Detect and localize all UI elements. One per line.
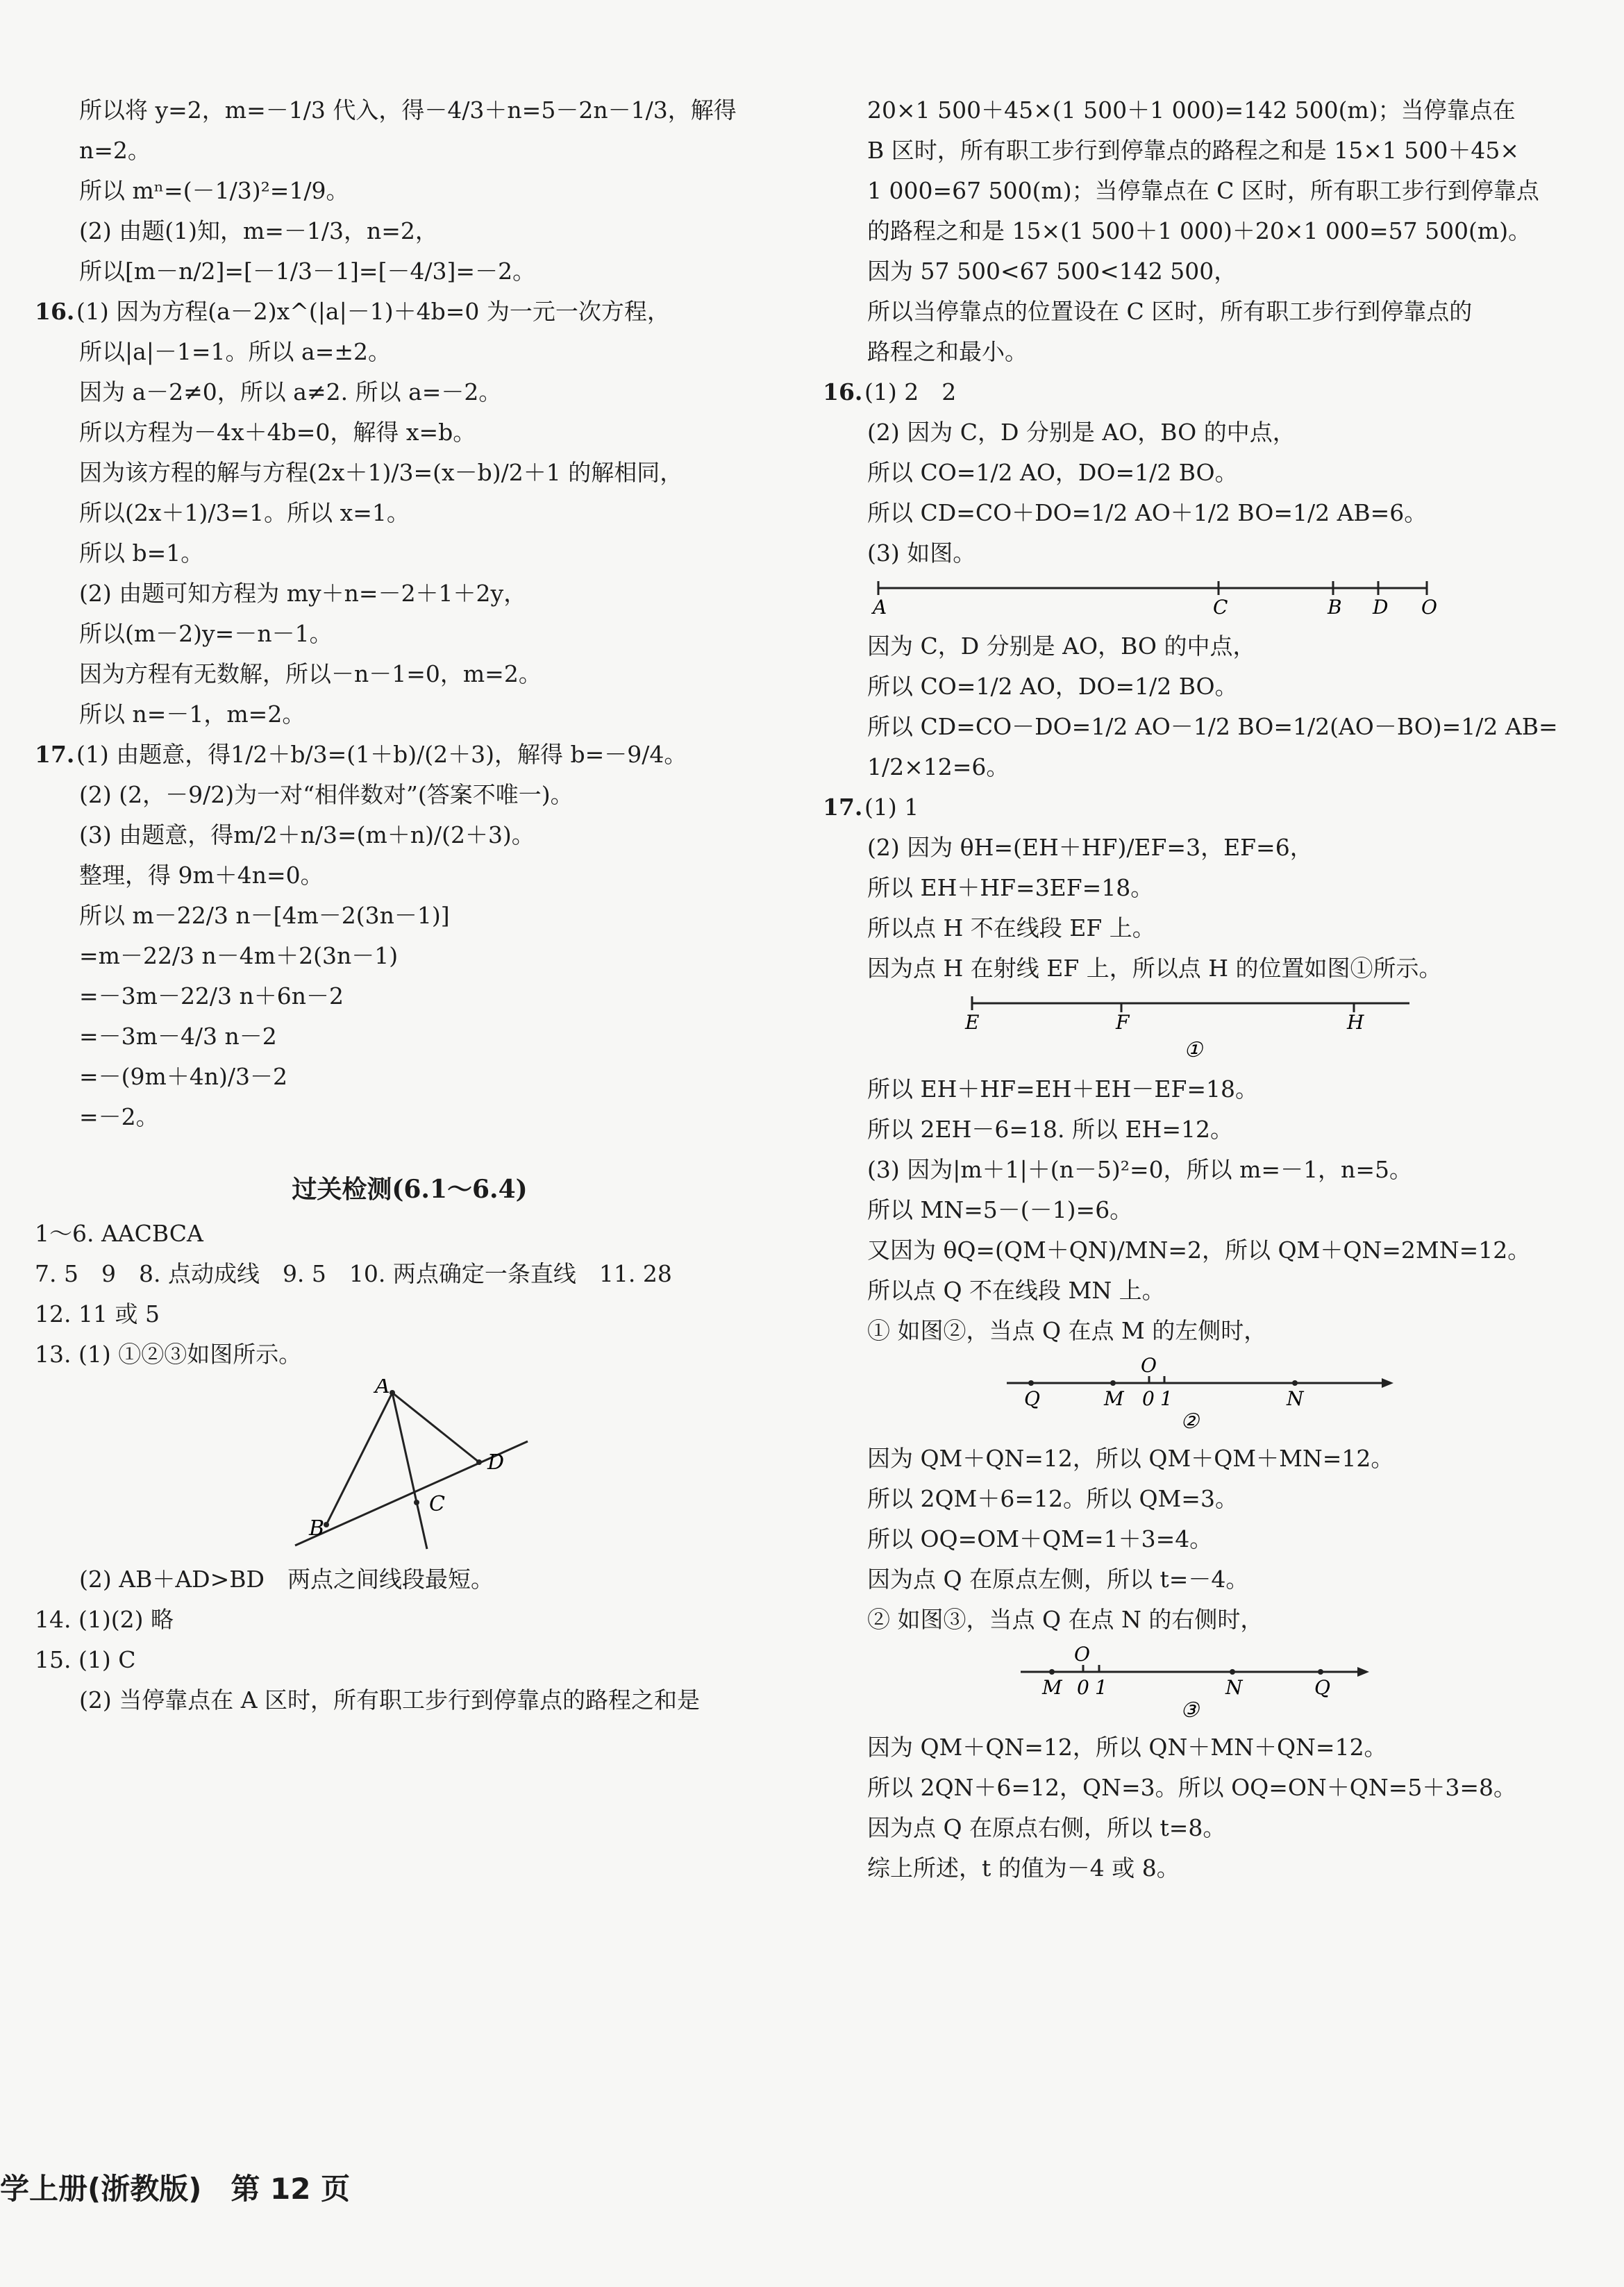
- text-line: (3) 如图。: [867, 539, 976, 567]
- figure-caption: ①: [1184, 1038, 1203, 1062]
- point-d-label: D: [487, 1450, 505, 1475]
- question-number: 16.: [823, 378, 863, 405]
- point-n-label: N: [1287, 1387, 1304, 1410]
- text-line: 所以|a|－1=1。所以 a=±2。: [79, 338, 392, 365]
- figure-caption: ②: [1180, 1409, 1199, 1432]
- text-line: 所以 m－22/3 n－[4m－2(3n－1)]: [79, 902, 450, 929]
- point-o-label: O: [1141, 1355, 1157, 1377]
- text-line: 所以 2EH－6=18. 所以 EH=12。: [867, 1116, 1233, 1143]
- text-line: 因为 QM＋QN=12，所以 QN＋MN＋QN=12。: [867, 1734, 1387, 1761]
- text-line: 因为该方程的解与方程(2x＋1)/3=(x－b)/2＋1 的解相同，: [79, 459, 683, 486]
- question-number: 17.: [35, 741, 75, 768]
- text-line: =－(9m＋4n)/3－2: [79, 1063, 288, 1090]
- text-line: 又因为 θQ=(QM＋QN)/MN=2，所以 QM＋QN=2MN=12。: [867, 1237, 1531, 1264]
- text-line: (1) 2 2: [864, 378, 957, 405]
- text-line: 因为点 Q 在原点右侧，所以 t=8。: [867, 1814, 1226, 1841]
- text-line: 因为 57 500<67 500<142 500，: [867, 258, 1237, 285]
- text-line: 因为 a－2≠0，所以 a≠2. 所以 a=－2。: [79, 378, 502, 405]
- answer-15: 15. (1) C: [35, 1646, 136, 1673]
- text-line: 所以(2x＋1)/3=1。所以 x=1。: [79, 499, 410, 526]
- text-line: 20×1 500＋45×(1 500＋1 000)=142 500(m)；当停靠点在: [867, 97, 1516, 124]
- text-line: 因为点 H 在射线 EF 上，所以点 H 的位置如图①所示。: [867, 955, 1442, 982]
- question-number: 17.: [823, 794, 863, 821]
- text-line: (2) 因为 C，D 分别是 AO，BO 的中点，: [867, 419, 1296, 446]
- text-line: 所以 OQ=OM＋QM=1＋3=4。: [867, 1525, 1213, 1552]
- point-o-label: O: [1074, 1644, 1090, 1666]
- text-line: 所以 CO=1/2 AO，DO=1/2 BO。: [867, 459, 1238, 486]
- point-h-label: H: [1347, 1011, 1364, 1034]
- answer-12: 12. 11 或 5: [35, 1300, 160, 1327]
- one-label: 1: [1095, 1676, 1107, 1699]
- text-line: =－2。: [79, 1103, 159, 1130]
- text-line: (2) (2，－9/2)为一对“相伴数对”(答案不唯一)。: [79, 781, 574, 808]
- text-line: 整理，得 9m＋4n=0。: [79, 862, 324, 889]
- answer-7-11: 7. 5 9 8. 点动成线 9. 5 10. 两点确定一条直线 11. 28: [35, 1260, 672, 1287]
- text-line: 因为点 Q 在原点左侧，所以 t=－4。: [867, 1566, 1249, 1593]
- text-line: 因为 QM＋QN=12，所以 QM＋QM＋MN=12。: [867, 1445, 1394, 1472]
- figure-13-lines: [35, 1379, 785, 1552]
- point-n-label: N: [1225, 1676, 1243, 1699]
- question-17: [35, 735, 785, 775]
- text-line: (2) 由题可知方程为 my＋n=－2＋1＋2y，: [79, 580, 527, 607]
- point-f-label: F: [1116, 1011, 1130, 1034]
- answer-13-2: (2) AB＋AD>BD 两点之间线段最短。: [79, 1566, 494, 1593]
- point-b-label: B: [1328, 596, 1342, 619]
- text-line: =－3m－4/3 n－2: [79, 1023, 277, 1050]
- answer-13: 13. (1) ①②③如图所示。: [35, 1341, 302, 1368]
- point-o-label: O: [1421, 596, 1437, 619]
- point-c-label: C: [429, 1492, 445, 1516]
- text-line: 所以 n=－1，m=2。: [79, 701, 305, 728]
- text-line: 路程之和最小。: [867, 338, 1028, 365]
- zero-label: 0: [1142, 1387, 1155, 1410]
- text-line: (1) 由题意，得1/2＋b/3=(1＋b)/(2＋3)，解得 b=－9/4。: [76, 741, 687, 768]
- text-line: 的路程之和是 15×(1 500＋1 000)＋20×1 000=57 500(m)。: [867, 217, 1532, 244]
- text-line: ① 如图②，当点 Q 在点 M 的左侧时，: [867, 1317, 1267, 1344]
- text-line: 1 000=67 500(m)；当停靠点在 C 区时，所有职工步行到停靠点: [867, 177, 1539, 204]
- text-line: 所以(m－2)y=－n－1。: [79, 620, 333, 647]
- text-line: 综上所述，t 的值为－4 或 8。: [867, 1854, 1180, 1882]
- figure-caption: ③: [1180, 1698, 1199, 1720]
- left-column: [35, 90, 785, 1720]
- right-column: [823, 90, 1600, 1888]
- section-title: 过关检测(6.1～6.4): [292, 1175, 528, 1204]
- text-line: 所以将 y=2，m=－1/3 代入，得－4/3＋n=5－2n－1/3，解得: [79, 97, 737, 124]
- text-line: =m－22/3 n－4m＋2(3n－1): [79, 942, 399, 969]
- text-line: (3) 由题意，得m/2＋n/3=(m＋n)/(2＋3)。: [79, 821, 535, 848]
- text-line: 因为方程有无数解，所以－n－1=0，m=2。: [79, 660, 542, 687]
- figure-16-segment: [823, 578, 1600, 619]
- point-q-label: Q: [1024, 1387, 1040, 1410]
- text-line: (1) 因为方程(a－2)x^(|a|－1)＋4b=0 为一元一次方程，: [76, 298, 670, 325]
- answer-14: 14. (1)(2) 略: [35, 1606, 174, 1633]
- page-footer: 学上册(浙教版) 第 12 页: [0, 2172, 351, 2206]
- text-line: B 区时，所有职工步行到停靠点的路程之和是 15×1 500＋45×: [867, 137, 1519, 164]
- point-q-label: Q: [1314, 1676, 1330, 1699]
- text-line: =－3m－22/3 n＋6n－2: [79, 982, 344, 1010]
- text-line: 所以 EH＋HF=3EF=18。: [867, 874, 1154, 901]
- text-line: 所以方程为－4x＋4b=0，解得 x=b。: [79, 419, 476, 446]
- point-a-label: A: [873, 596, 887, 619]
- text-line: 所以 EH＋HF=EH＋EH－EF=18。: [867, 1075, 1259, 1103]
- answer-15-2: (2) 当停靠点在 A 区时，所有职工步行到停靠点的路程之和是: [79, 1686, 701, 1714]
- question-16: [35, 292, 785, 332]
- point-m-label: M: [1104, 1387, 1124, 1410]
- text-line: 所以 b=1。: [79, 539, 204, 567]
- text-line: 所以 CO=1/2 AO，DO=1/2 BO。: [867, 673, 1238, 700]
- figure-17-3-number-line: [823, 1644, 1600, 1720]
- text-line: ② 如图③，当点 Q 在点 N 的右侧时，: [867, 1606, 1264, 1633]
- text-line: n=2。: [79, 137, 151, 164]
- text-line: 所以点 H 不在线段 EF 上。: [867, 914, 1155, 941]
- text-line: (2) 因为 θH=(EH＋HF)/EF=3，EF=6，: [867, 834, 1313, 861]
- text-line: (1) 1: [864, 794, 919, 821]
- text-line: 所以 mⁿ=(－1/3)²=1/9。: [79, 177, 349, 204]
- text-line: 所以 CD=CO＋DO=1/2 AO＋1/2 BO=1/2 AB=6。: [867, 499, 1428, 526]
- point-a-label: A: [375, 1379, 390, 1398]
- text-line: (3) 因为|m＋1|＋(n－5)²=0，所以 m=－1，n=5。: [867, 1156, 1412, 1183]
- text-line: 所以 MN=5－(－1)=6。: [867, 1196, 1133, 1223]
- question-16-right: [823, 372, 1600, 412]
- text-line: 所以 2QM＋6=12。所以 QM=3。: [867, 1485, 1238, 1512]
- text-line: 所以点 Q 不在线段 MN 上。: [867, 1277, 1165, 1304]
- text-line: 所以 CD=CO－DO=1/2 AO－1/2 BO=1/2(AO－BO)=1/2 AB=: [867, 713, 1558, 740]
- text-line: 所以当停靠点的位置设在 C 区时，所有职工步行到停靠点的: [867, 298, 1473, 325]
- text-line: 所以[m－n/2]=[－1/3－1]=[－4/3]=－2。: [79, 258, 536, 285]
- text-line: (2) 由题(1)知，m=－1/3，n=2，: [79, 217, 438, 244]
- point-c-label: C: [1213, 596, 1228, 619]
- question-17-right: [823, 787, 1600, 828]
- figure-17-1-ray: [823, 993, 1600, 1062]
- figure-17-2-number-line: [823, 1355, 1600, 1432]
- point-e-label: E: [965, 1011, 980, 1034]
- text-line: 1/2×12=6。: [867, 753, 1010, 780]
- zero-label: 0: [1077, 1676, 1089, 1699]
- point-b-label: B: [309, 1516, 325, 1541]
- point-d-label: D: [1373, 596, 1389, 619]
- one-label: 1: [1160, 1387, 1173, 1410]
- text-line: 因为 C，D 分别是 AO，BO 的中点，: [867, 633, 1256, 660]
- point-m-label: M: [1042, 1676, 1062, 1699]
- answer-1-6: 1～6. AACBCA: [35, 1220, 203, 1247]
- question-number: 16.: [35, 298, 75, 325]
- text-line: 所以 2QN＋6=12，QN=3。所以 OQ=ON＋QN=5＋3=8。: [867, 1774, 1517, 1801]
